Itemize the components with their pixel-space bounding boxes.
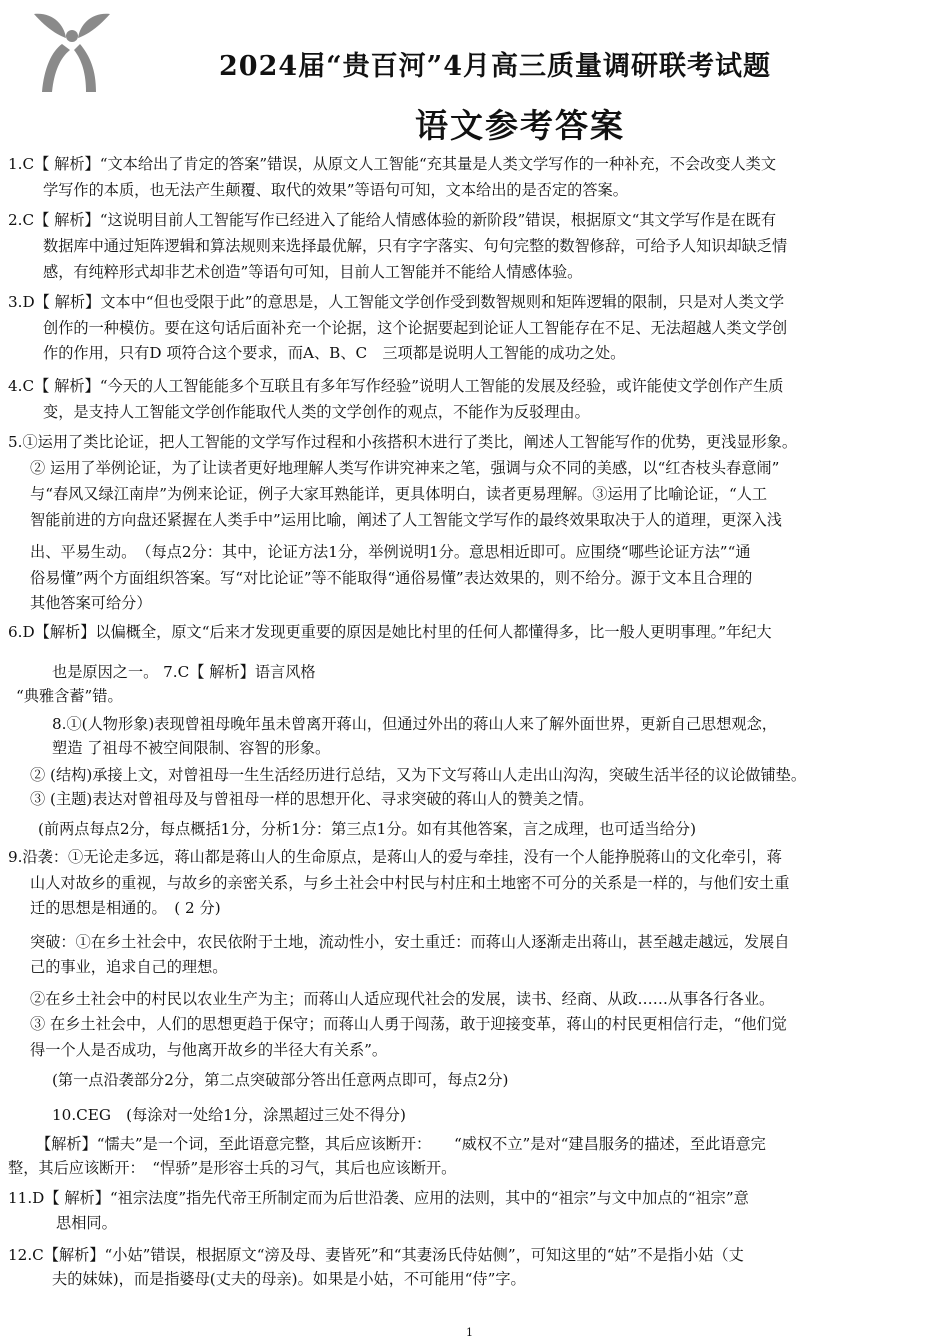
answer-line: (前两点每点2分，每点概括1分，分析1分：第三点1分。如有其他答案，言之成理，也可适当给分) <box>38 820 697 838</box>
answer-line: ③ 在乡土社会中，人们的思想更趋于保守；而蒋山人勇于闯荡，敢于迎接变革，蒋山的村民更相信行走，“他们觉 <box>30 1015 787 1033</box>
answer-line: 迁的思想是相通的。 ( 2 分) <box>30 899 221 917</box>
answer-line: 5.①运用了类比论证，把人工智能的文学写作过程和小孩搭积木进行了类比，阐述人工智能写作的优势，更浅显形象。 <box>8 433 798 451</box>
answer-line: 其他答案可给分） <box>30 594 152 612</box>
answer-line: ② (结构)承接上文，对曾祖母一生生活经历进行总结，又为下文写蒋山人走出山沟沟，突破生活半径的议论做铺垫。 <box>30 766 807 784</box>
answer-line: 学写作的本质，也无法产生颠覆、取代的效果”等语句可知，文本给出的是否定的答案。 <box>43 181 628 199</box>
answer-line: 山人对故乡的重视，与故乡的亲密关系，与乡土社会中村民与村庄和土地密不可分的关系是一样的，与他们安土重 <box>30 874 790 892</box>
answer-line: 11.D【 解析】“祖宗法度”指先代帝王所制定而为后世沿袭、应用的法则，其中的“祖宗”与文中加点的“祖宗”意 <box>8 1189 749 1207</box>
page-number: 1 <box>466 1326 473 1339</box>
answer-line: 出、平易生动。 （每点2分：其中，论证方法1分，举例说明1分。意思相近即可。应围绕“哪些论证方法”“通 <box>30 543 751 561</box>
answer-line: (第一点沿袭部分2分，第二点突破部分答出任意两点即可，每点2分) <box>52 1071 509 1089</box>
answer-line: 作的作用，只有D 项符合这个要求，而A、B、C 三项都是说明人工智能的成功之处。 <box>43 344 626 362</box>
answer-line: ② 运用了举例论证，为了让读者更好地理解人类写作讲究神来之笔，强调与众不同的美感，以“红杏枝头春意闹” <box>30 459 780 477</box>
answer-line: 6.D【解析】以偏概全，原文“后来才发现更重要的原因是她比村里的任何人都懂得多，比一般人更明事理。”年纪大 <box>8 623 772 641</box>
answer-line: ③ (主题)表达对曾祖母及与曾祖母一样的思想开化、寻求突破的蒋山人的赞美之情。 <box>30 790 594 808</box>
answer-line: “典雅含蓄”错。 <box>16 687 123 705</box>
answer-line: 智能前进的方向盘还紧握在人类手中”运用比喻，阐述了人工智能文学写作的最终效果取决于人的道理，更深入浅 <box>30 511 782 529</box>
answer-line: 数据库中通过矩阵逻辑和算法规则来选择最优解，只有字字落实、句句完整的数智修辞，可给予人知识却缺乏情 <box>43 237 788 255</box>
answer-line: 夫的妹妹)，而是指婆母(丈夫的母亲)。如果是小姑，不可能用“侍”字。 <box>52 1270 526 1288</box>
answer-line: 俗易懂”两个方面组织答案。写“对比论证”等不能取得“通俗易懂”表达效果的，则不给分。源于文本且合理的 <box>30 569 753 587</box>
answer-line: 【解析】“懦夫”是一个词，至此语意完整，其后应该断开： “威权不立”是对“建昌服务的描述，至此语意完 <box>36 1135 766 1153</box>
answer-line: 感，有纯粹形式却非艺术创造”等语句可知，目前人工智能并不能给人情感体验。 <box>43 263 583 281</box>
answer-line: 己的事业，追求自己的理想。 <box>30 958 228 976</box>
answer-line: 整，其后应该断开： “悍骄”是形容士兵的习气，其后也应该断开。 <box>8 1159 457 1177</box>
answer-line: 思相同。 <box>56 1214 117 1232</box>
answer-line: 4.C【 解析】“今天的人工智能能多个互联且有多年写作经验”说明人工智能的发展及经验，或许能使文学创作产生质 <box>8 377 784 395</box>
answer-line: 2.C【 解析】“这说明目前人工智能写作已经进入了能给人情感体验的新阶段”错误，根据原文“其文学写作是在既有 <box>8 211 777 229</box>
answer-line: 9.沿袭：①无论走多远，蒋山都是蒋山人的生命原点，是蒋山人的爱与牵挂，没有一个人能挣脱蒋山的文化牵引，蒋 <box>8 848 782 866</box>
answer-line: 变，是支持人工智能文学创作能取代人类的文学创作的观点，不能作为反驳理由。 <box>43 403 590 421</box>
answer-line: 8.①(人物形象)表现曾祖母晚年虽未曾离开蒋山，但通过外出的蒋山人来了解外面世界，更新自己思想观念， <box>52 715 777 733</box>
document-title: 2024届“贵百河”4月高三质量调研联考试题 <box>219 51 771 82</box>
answer-line: 创作的一种模仿。要在这句话后面补充一个论据，这个论据要起到论证人工智能存在不足、无法超越人类文学创 <box>43 319 788 337</box>
answer-line: 与“春风又绿江南岸”为例来论证，例子大家耳熟能详，更具体明白，读者更易理解。③运用了比喻论证，“人工 <box>30 485 768 503</box>
answer-line: 得一个人是否成功，与他离开故乡的半径大有关系”。 <box>30 1041 388 1059</box>
answer-line: 1.C【 解析】“文本给出了肯定的答案”错误，从原文人工智能“充其量是人类文学写作的一种补充，不会改变人类文 <box>8 155 777 173</box>
answer-line: ②在乡土社会中的村民以农业生产为主；而蒋山人适应现代社会的发展，读书、经商、从政……从事各行各业。 <box>30 990 775 1008</box>
answer-line: 也是原因之一。 7.C【 解析】语言风格 <box>52 663 316 681</box>
document-subtitle: 语文参考答案 <box>415 106 625 145</box>
answer-line: 3.D【 解析】文本中“但也受限于此”的意思是，人工智能文学创作受到数智规则和矩阵逻辑的限制，只是对人类文学 <box>8 293 785 311</box>
answer-line: 突破：①在乡土社会中，农民依附于土地，流动性小，安土重迁：而蒋山人逐渐走出蒋山，甚至越走越远，发展自 <box>30 933 790 951</box>
answer-line: 塑造 了祖母不被空间限制、容智的形象。 <box>52 739 331 757</box>
answer-line: 12.C【解析】“小姑”错误，根据原文“滂及母、妻皆死”和“其妻汤氏侍姑侧”，可知这里的“姑”不是指小姑（丈 <box>8 1246 744 1264</box>
answer-line: 10.CEG (每涂对一处给1分，涂黑超过三处不得分) <box>52 1106 406 1124</box>
